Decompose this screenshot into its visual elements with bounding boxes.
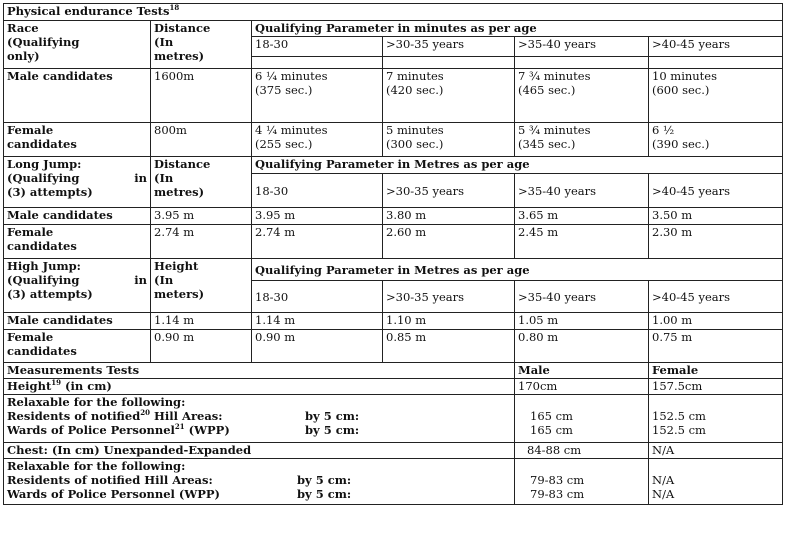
high-jump-female-label: Female candidates — [4, 330, 151, 363]
physical-tests-table — [3, 3, 783, 505]
race-male-value-1: 6 ¼ minutes (375 sec.) — [252, 69, 383, 123]
long-jump-distance-label: Distance (In metres) — [151, 157, 252, 208]
long-jump-age-3: >35-40 years — [515, 174, 649, 208]
race-age-4: >40-45 years — [649, 37, 783, 57]
chest-relax-female: N/A N/A — [649, 459, 783, 505]
race-age-3: >35-40 years — [515, 37, 649, 57]
height-row — [4, 379, 783, 395]
race-female-value-2: 5 minutes (300 sec.) — [383, 123, 515, 157]
race-female-row — [4, 123, 783, 157]
long-jump-age-1: 18-30 — [252, 174, 383, 208]
long-jump-male-value-2: 3.80 m — [383, 208, 515, 225]
long-jump-male-label: Male candidates — [4, 208, 151, 225]
race-female-label: Female candidates — [4, 123, 151, 157]
high-jump-male-value-1: 1.14 m — [252, 313, 383, 330]
high-jump-male-value-3: 1.05 m — [515, 313, 649, 330]
long-jump-male-value-4: 3.50 m — [649, 208, 783, 225]
height-relax-female: 152.5 cm 152.5 cm — [649, 395, 783, 443]
race-male-value-4: 10 minutes (600 sec.) — [649, 69, 783, 123]
height-relax-row — [4, 395, 783, 443]
race-female-value-4: 6 ½ (390 sec.) — [649, 123, 783, 157]
measurements-header-row — [4, 363, 783, 379]
high-jump-age-1: 18-30 — [252, 281, 383, 313]
high-jump-male-label: Male candidates — [4, 313, 151, 330]
height-label: Height$^{19}$ (in cm) — [4, 379, 515, 395]
chest-row — [4, 443, 783, 459]
high-jump-age-2: >30-35 years — [383, 281, 515, 313]
long-jump-header-row — [4, 157, 783, 174]
long-jump-female-label: Female candidates — [4, 225, 151, 259]
high-jump-female-value-3: 0.80 m — [515, 330, 649, 363]
race-female-distance: 800m — [151, 123, 252, 157]
measurements-male-label: Male — [515, 363, 649, 379]
race-header-row — [4, 21, 783, 37]
high-jump-female-row — [4, 330, 783, 363]
chest-relax-male: 79-83 cm 79-83 cm — [515, 459, 649, 505]
high-jump-female-value-2: 0.85 m — [383, 330, 515, 363]
long-jump-female-value-3: 2.45 m — [515, 225, 649, 259]
height-female: 157.5cm — [649, 379, 783, 395]
page — [3, 3, 782, 535]
long-jump-male-distance: 3.95 m — [151, 208, 252, 225]
chest-label: Chest: (In cm) Unexpanded-Expanded — [4, 443, 515, 459]
long-jump-age-4: >40-45 years — [649, 174, 783, 208]
race-male-value-3: 7 ¾ minutes (465 sec.) — [515, 69, 649, 123]
high-jump-height-label: Height (In meters) — [151, 259, 252, 313]
long-jump-label: Long Jump: (Qualifying in (3) attempts) — [4, 157, 151, 208]
long-jump-female-distance: 2.74 m — [151, 225, 252, 259]
height-relax-male: 165 cm 165 cm — [515, 395, 649, 443]
high-jump-female-value-4: 0.75 m — [649, 330, 783, 363]
race-male-distance: 1600m — [151, 69, 252, 123]
long-jump-male-row — [4, 208, 783, 225]
long-jump-age-2: >30-35 years — [383, 174, 515, 208]
high-jump-male-row — [4, 313, 783, 330]
high-jump-age-4: >40-45 years — [649, 281, 783, 313]
chest-relax-label: Relaxable for the following: Residents of notified Hill Areas: by 5 cm: Wards of Police Personnel (WPP) by 5 cm: — [4, 459, 515, 505]
long-jump-female-value-4: 2.30 m — [649, 225, 783, 259]
race-male-label: Male candidates — [4, 69, 151, 123]
high-jump-label: High Jump: (Qualifying in (3) attempts) — [4, 259, 151, 313]
high-jump-header-row — [4, 259, 783, 281]
high-jump-male-height: 1.14 m — [151, 313, 252, 330]
long-jump-male-value-1: 3.95 m — [252, 208, 383, 225]
chest-male: 84-88 cm — [515, 443, 649, 459]
race-distance-label: Distance (In metres) — [151, 21, 252, 69]
measurements-female-label: Female — [649, 363, 783, 379]
race-label: Race (Qualifying only) — [4, 21, 151, 69]
height-male: 170cm — [515, 379, 649, 395]
race-param: Qualifying Parameter in minutes as per age — [252, 21, 783, 37]
height-relax-label: Relaxable for the following: Residents of notified$^{20}$ Hill Areas: by 5 cm: Wards of Police Personnel$^{21}$ (WPP) by 5 cm: — [4, 395, 515, 443]
long-jump-param: Qualifying Parameter in Metres as per age — [252, 157, 783, 174]
long-jump-female-value-1: 2.74 m — [252, 225, 383, 259]
high-jump-female-height: 0.90 m — [151, 330, 252, 363]
race-age-2: >30-35 years — [383, 37, 515, 57]
long-jump-female-row — [4, 225, 783, 259]
high-jump-male-value-4: 1.00 m — [649, 313, 783, 330]
race-female-value-1: 4 ¼ minutes (255 sec.) — [252, 123, 383, 157]
race-male-row — [4, 69, 783, 123]
title-row — [4, 4, 783, 21]
race-male-value-2: 7 minutes (420 sec.) — [383, 69, 515, 123]
high-jump-female-value-1: 0.90 m — [252, 330, 383, 363]
long-jump-male-value-3: 3.65 m — [515, 208, 649, 225]
chest-female: N/A — [649, 443, 783, 459]
long-jump-female-value-2: 2.60 m — [383, 225, 515, 259]
table-title: Physical endurance Tests$^{18}$ — [4, 4, 783, 21]
measurements-title: Measurements Tests — [4, 363, 515, 379]
high-jump-male-value-2: 1.10 m — [383, 313, 515, 330]
chest-relax-row — [4, 459, 783, 505]
high-jump-age-3: >35-40 years — [515, 281, 649, 313]
race-female-value-3: 5 ¾ minutes (345 sec.) — [515, 123, 649, 157]
race-age-1: 18-30 — [252, 37, 383, 57]
high-jump-param: Qualifying Parameter in Metres as per age — [252, 259, 783, 281]
